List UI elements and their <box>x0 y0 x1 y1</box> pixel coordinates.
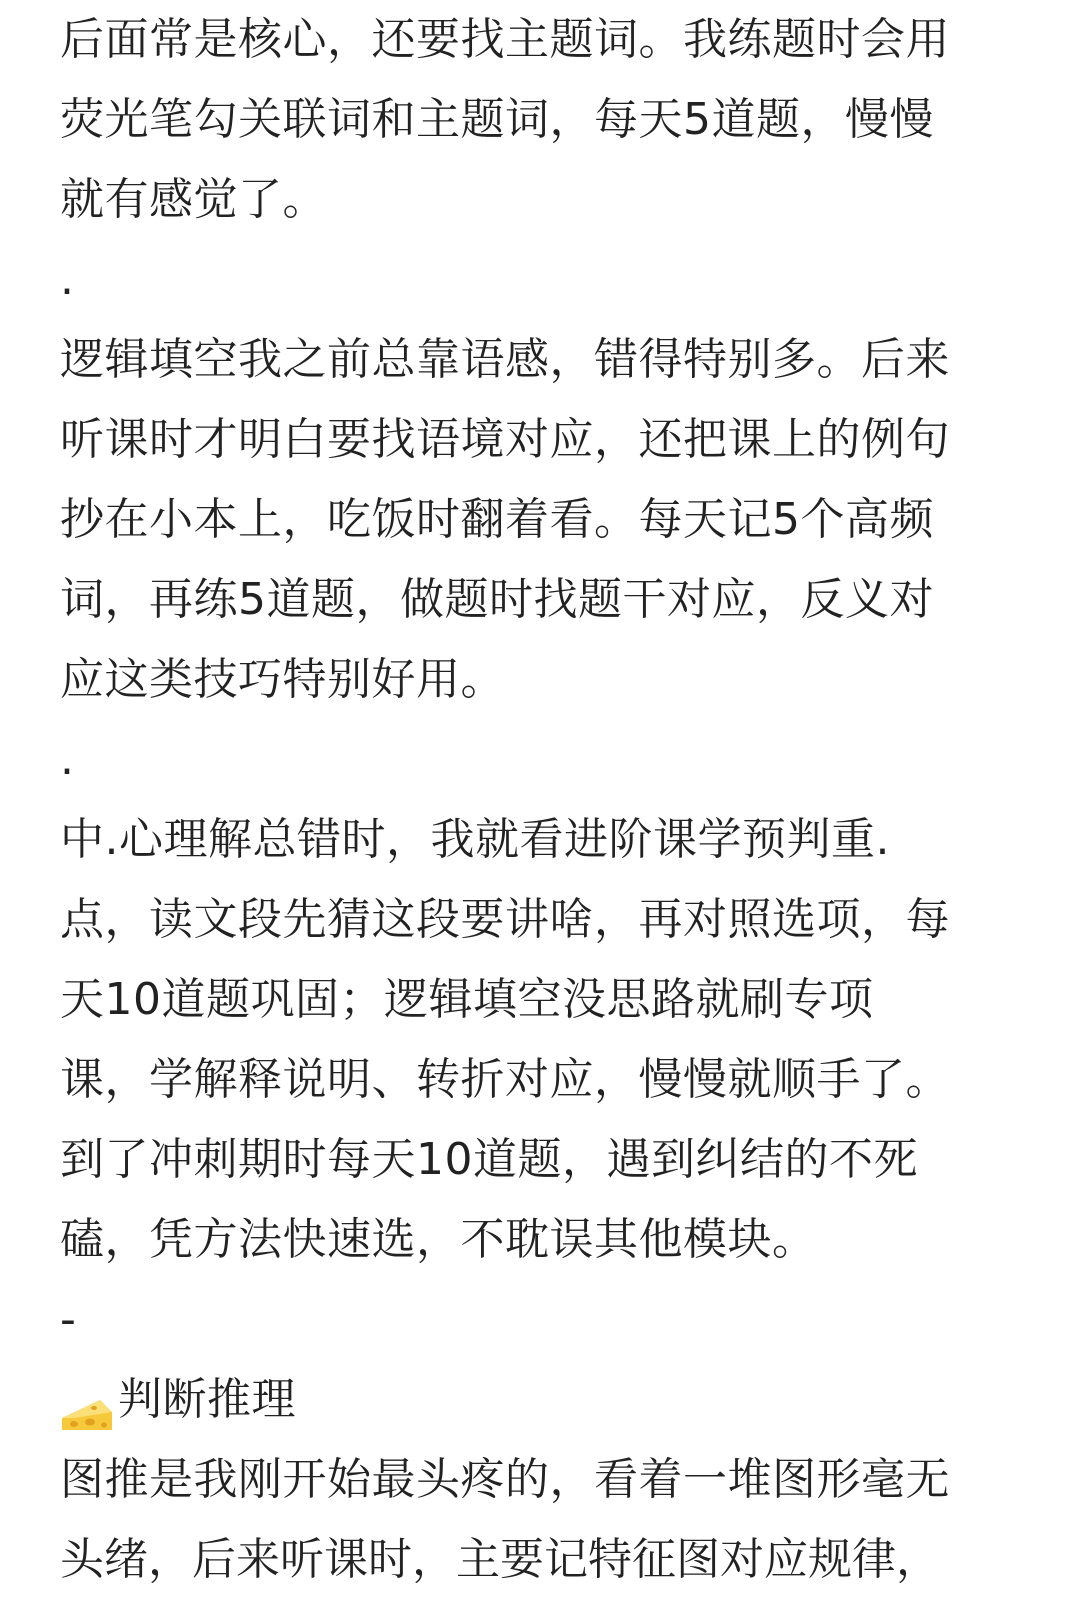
paragraph-judgment-reasoning <box>60 1440 1020 1600</box>
text-line: 中.心理解总错时，我就看进阶课学预判重. <box>60 814 890 865</box>
text-line: 天10道题巩固；逻辑填空没思路就刷专项 <box>60 974 874 1025</box>
text-line: 图推是我刚开始最头疼的，看着一堆图形毫无 <box>60 1454 950 1505</box>
text-line: 应这类技巧特别好用。 <box>60 654 505 705</box>
text-line: 点，读文段先猜这段要讲啥，再对照选项，每 <box>60 894 950 945</box>
text-line: 荧光笔勾关联词和主题词，每天5道题，慢慢 <box>60 94 934 145</box>
paragraph-reading-comprehension <box>60 800 1020 1280</box>
section-heading <box>60 1360 1020 1440</box>
text-line: 抄在小本上，吃饭时翻着看。每天记5个高频 <box>60 494 934 545</box>
paragraph-separator: - <box>60 1294 76 1345</box>
text-line: 听课时才明白要找语境对应，还把课上的例句 <box>60 414 950 465</box>
text-line: 词，再练5道题，做题时找题干对应，反义对 <box>60 574 934 625</box>
paragraph-separator: . <box>60 254 74 305</box>
text-line: 磕，凭方法快速选，不耽误其他模块。 <box>60 1214 817 1265</box>
text-line: 就有感觉了。 <box>60 174 327 225</box>
paragraph-separator: . <box>60 734 74 785</box>
text-line: 后面常是核心，还要找主题词。我练题时会用 <box>60 14 950 65</box>
section-heading-text: 判断推理 <box>118 1374 296 1425</box>
cheese-icon <box>60 1380 114 1420</box>
article-body <box>60 0 1020 1600</box>
text-line: 逻辑填空我之前总靠语感，错得特别多。后来 <box>60 334 950 385</box>
text-line: 到了冲刺期时每天10道题，遇到纠结的不死 <box>60 1134 918 1185</box>
paragraph-logic-fill <box>60 320 1020 720</box>
text-line: 头绪，后来听课时，主要记特征图对应规律， <box>60 1534 940 1585</box>
text-line: 课，学解释说明、转折对应，慢慢就顺手了。 <box>60 1054 950 1105</box>
paragraph-modules-tip <box>60 0 1020 240</box>
